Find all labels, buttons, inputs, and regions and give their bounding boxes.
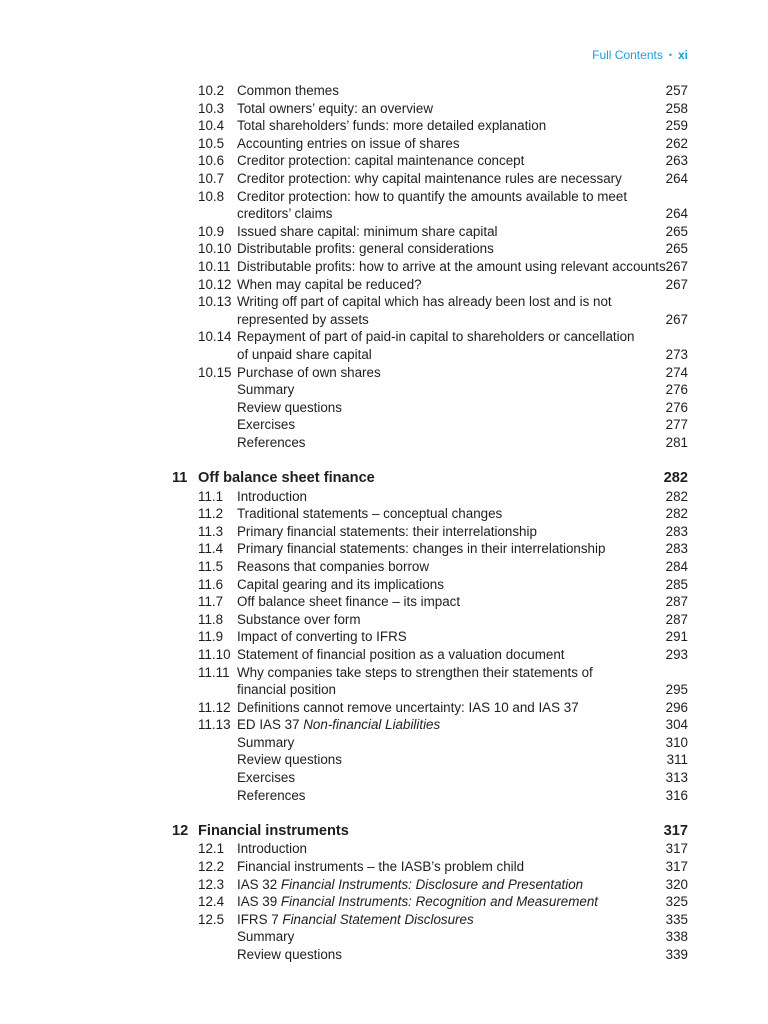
section-title: Exercises bbox=[237, 417, 296, 433]
section-title: Primary financial statements: their interrelationship bbox=[237, 523, 537, 539]
page-number: 283 bbox=[665, 523, 688, 539]
running-header bbox=[592, 48, 688, 62]
section-number: 10.10 bbox=[198, 241, 232, 257]
page-number: 316 bbox=[665, 787, 688, 803]
toc-entry bbox=[0, 928, 768, 946]
section-number: 11.7 bbox=[198, 594, 224, 610]
toc-entry bbox=[0, 399, 768, 417]
page-number: 291 bbox=[665, 629, 688, 645]
section-title-italic: Non-financial Liabilities bbox=[303, 717, 441, 733]
toc-entry bbox=[0, 117, 768, 135]
page-number: 282 bbox=[665, 506, 688, 522]
chapter-title: Financial instruments bbox=[198, 822, 349, 839]
page-number: 267 bbox=[665, 311, 688, 327]
section-title: Issued share capital: minimum share capital bbox=[237, 223, 498, 239]
section-number: 11.4 bbox=[198, 541, 224, 557]
section-number: 10.12 bbox=[198, 276, 232, 292]
page-number: 320 bbox=[665, 876, 688, 892]
page-number: 263 bbox=[665, 153, 688, 169]
chapter-heading bbox=[0, 822, 768, 841]
page-number: 264 bbox=[665, 170, 688, 186]
section-title: IFRS 7 Financial Statement Disclosures bbox=[237, 911, 474, 927]
section-number: 10.11 bbox=[198, 258, 231, 274]
header-page-number: xi bbox=[677, 48, 688, 62]
toc-entry bbox=[0, 646, 768, 664]
section-number: 11.9 bbox=[198, 629, 224, 645]
page-number: 282 bbox=[663, 470, 688, 487]
section-number: 11.6 bbox=[198, 576, 224, 592]
toc-entry bbox=[0, 293, 768, 311]
section-number: 11.11 bbox=[198, 664, 230, 680]
toc-entry bbox=[0, 170, 768, 188]
section-number: 12.2 bbox=[198, 858, 225, 874]
section-title: financial position bbox=[237, 682, 337, 698]
toc-entry bbox=[0, 716, 768, 734]
toc-entry bbox=[0, 523, 768, 541]
toc-entry bbox=[0, 434, 768, 452]
section-title: Substance over form bbox=[237, 611, 361, 627]
toc-entry bbox=[0, 152, 768, 170]
table-of-contents bbox=[0, 82, 768, 964]
page-number: 338 bbox=[665, 929, 688, 945]
page-number: 317 bbox=[663, 822, 688, 839]
chapter-number: 12 bbox=[172, 822, 189, 839]
toc-entry bbox=[0, 540, 768, 558]
page-number: 257 bbox=[665, 83, 688, 98]
toc-entry bbox=[0, 188, 768, 206]
section-title: Introduction bbox=[237, 488, 307, 504]
page-number: 281 bbox=[665, 434, 688, 450]
page-number: 335 bbox=[665, 911, 688, 927]
page-number: 265 bbox=[665, 223, 688, 239]
section-title: IAS 32 Financial Instruments: Disclosure and Presentation bbox=[237, 876, 584, 892]
page-number: 276 bbox=[665, 399, 688, 415]
section-number: 11.10 bbox=[198, 646, 231, 662]
toc-entry bbox=[0, 381, 768, 399]
toc-entry bbox=[0, 558, 768, 576]
page-number: 264 bbox=[665, 206, 688, 222]
section-number: 10.2 bbox=[198, 83, 225, 98]
page-number: 287 bbox=[665, 611, 688, 627]
toc-entry bbox=[0, 628, 768, 646]
section-title: creditors’ claims bbox=[237, 206, 333, 222]
toc-entry bbox=[0, 576, 768, 594]
page-number: 283 bbox=[665, 541, 688, 557]
section-number: 12.1 bbox=[198, 841, 225, 857]
toc-entry bbox=[0, 893, 768, 911]
section-title: References bbox=[237, 787, 306, 803]
chapter-title: Off balance sheet finance bbox=[198, 470, 375, 487]
page-number: 304 bbox=[665, 717, 688, 733]
section-title: Summary bbox=[237, 382, 295, 398]
page-number: 267 bbox=[665, 276, 688, 292]
toc-entry bbox=[0, 258, 768, 276]
section-number: 11.2 bbox=[198, 506, 224, 522]
section-title: Reasons that companies borrow bbox=[237, 558, 430, 574]
page-number: 293 bbox=[665, 646, 688, 662]
section-title-italic: Financial Instruments: Disclosure and Presentation bbox=[280, 876, 584, 892]
chapter-number: 11 bbox=[172, 470, 188, 487]
section-title: Review questions bbox=[237, 946, 342, 962]
toc-entry bbox=[0, 82, 768, 100]
page-number: 296 bbox=[665, 699, 688, 715]
toc-entry bbox=[0, 205, 768, 223]
section-title: Introduction bbox=[237, 841, 307, 857]
section-title: Why companies take steps to strengthen their statements of bbox=[237, 664, 593, 680]
section-number: 11.1 bbox=[198, 488, 224, 504]
section-title: Definitions cannot remove uncertainty: IAS 10 and IAS 37 bbox=[237, 699, 579, 715]
toc-entry bbox=[0, 223, 768, 241]
section-title: Off balance sheet finance – its impact bbox=[237, 594, 461, 610]
page-number: 267 bbox=[665, 258, 688, 274]
chapter-heading bbox=[0, 469, 768, 488]
page-number: 273 bbox=[665, 346, 688, 362]
page-number: 274 bbox=[665, 364, 688, 380]
toc-entry bbox=[0, 488, 768, 506]
page-number: 284 bbox=[665, 558, 688, 574]
section-title: References bbox=[237, 434, 306, 450]
section-number: 11.5 bbox=[198, 558, 224, 574]
section-number: 10.15 bbox=[198, 364, 232, 380]
header-bullet: • bbox=[668, 50, 672, 60]
section-title-italic: Financial Instruments: Recognition and Measurement bbox=[280, 894, 598, 910]
toc-entry bbox=[0, 876, 768, 894]
toc-entry bbox=[0, 593, 768, 611]
section-title: Repayment of part of paid-in capital to shareholders or cancellation bbox=[237, 329, 635, 345]
section-title: Financial instruments – the IASB’s problem child bbox=[237, 858, 525, 874]
toc-entry bbox=[0, 787, 768, 805]
page-number: 325 bbox=[665, 894, 688, 910]
page-number: 259 bbox=[665, 118, 688, 134]
section-number: 12.4 bbox=[198, 894, 225, 910]
page-number: 317 bbox=[665, 858, 688, 874]
toc-entry bbox=[0, 858, 768, 876]
section-number: 11.3 bbox=[198, 523, 224, 539]
page-number: 339 bbox=[665, 946, 688, 962]
page-number: 311 bbox=[666, 752, 688, 768]
section-title: Creditor protection: how to quantify the amounts available to meet bbox=[237, 188, 628, 204]
toc-entry bbox=[0, 364, 768, 382]
section-number: 10.8 bbox=[198, 188, 225, 204]
page-number: 287 bbox=[665, 594, 688, 610]
toc-entry bbox=[0, 346, 768, 364]
toc-entry bbox=[0, 699, 768, 717]
page-number: 313 bbox=[665, 770, 688, 786]
section-title: Statement of financial position as a valuation document bbox=[237, 646, 565, 662]
toc-entry bbox=[0, 505, 768, 523]
section-number: 10.6 bbox=[198, 153, 225, 169]
section-number: 10.3 bbox=[198, 100, 225, 116]
section-title: ED IAS 37 Non-financial Liabilities bbox=[237, 717, 441, 733]
toc-entry bbox=[0, 135, 768, 153]
toc-entry bbox=[0, 100, 768, 118]
section-number: 10.9 bbox=[198, 223, 225, 239]
toc-entry bbox=[0, 734, 768, 752]
page-number: 262 bbox=[665, 135, 688, 151]
page-number: 285 bbox=[665, 576, 688, 592]
toc-entry bbox=[0, 911, 768, 929]
page-number: 277 bbox=[665, 417, 688, 433]
section-title: Common themes bbox=[237, 83, 339, 98]
section-title: Primary financial statements: changes in their interrelationship bbox=[237, 541, 606, 557]
section-number: 10.13 bbox=[198, 294, 232, 310]
toc-entry bbox=[0, 751, 768, 769]
section-number: 12.5 bbox=[198, 911, 225, 927]
toc-entry bbox=[0, 946, 768, 964]
section-title-italic: Financial Statement Disclosures bbox=[282, 911, 474, 927]
section-title: Total owners’ equity: an overview bbox=[237, 100, 433, 116]
page-number: 258 bbox=[665, 100, 688, 116]
section-title: Capital gearing and its implications bbox=[237, 576, 444, 592]
section-title: Accounting entries on issue of shares bbox=[237, 135, 460, 151]
section-number: 11.13 bbox=[198, 717, 231, 733]
section-title: Exercises bbox=[237, 770, 296, 786]
section-number: 10.14 bbox=[198, 329, 232, 345]
toc-entry bbox=[0, 664, 768, 682]
header-title: Full Contents bbox=[592, 48, 663, 62]
toc-entry bbox=[0, 276, 768, 294]
section-title: Summary bbox=[237, 734, 295, 750]
page-number: 310 bbox=[665, 734, 688, 750]
section-title: Writing off part of capital which has already been lost and is not bbox=[237, 294, 612, 310]
section-title: Impact of converting to IFRS bbox=[237, 629, 407, 645]
section-number: 10.5 bbox=[198, 135, 225, 151]
toc-entry bbox=[0, 840, 768, 858]
section-number: 12.3 bbox=[198, 876, 225, 892]
section-title: Distributable profits: how to arrive at the amount using relevant accounts bbox=[237, 258, 666, 274]
section-number: 11.8 bbox=[198, 611, 224, 627]
section-title: Total shareholders’ funds: more detailed explanation bbox=[237, 118, 547, 134]
section-number: 10.4 bbox=[198, 118, 225, 134]
section-title: represented by assets bbox=[237, 311, 369, 327]
section-title: Review questions bbox=[237, 399, 342, 415]
section-title: Traditional statements – conceptual changes bbox=[237, 506, 503, 522]
section-title: Creditor protection: why capital maintenance rules are necessary bbox=[237, 170, 622, 186]
section-title: Creditor protection: capital maintenance concept bbox=[237, 153, 525, 169]
section-number: 10.7 bbox=[198, 170, 225, 186]
section-title: Purchase of own shares bbox=[237, 364, 381, 380]
toc-entry bbox=[0, 311, 768, 329]
section-title: Review questions bbox=[237, 752, 342, 768]
section-title: IAS 39 Financial Instruments: Recognition and Measurement bbox=[237, 894, 598, 910]
section-title: When may capital be reduced? bbox=[237, 276, 422, 292]
toc-entry bbox=[0, 240, 768, 258]
toc-entry bbox=[0, 416, 768, 434]
section-title: of unpaid share capital bbox=[237, 346, 372, 362]
toc-entry bbox=[0, 328, 768, 346]
toc-entry bbox=[0, 681, 768, 699]
section-number: 11.12 bbox=[198, 699, 231, 715]
page-number: 295 bbox=[665, 682, 688, 698]
page-number: 276 bbox=[665, 382, 688, 398]
toc-entry bbox=[0, 611, 768, 629]
page-number: 317 bbox=[665, 841, 688, 857]
section-title: Summary bbox=[237, 929, 295, 945]
page-number: 265 bbox=[665, 241, 688, 257]
toc-entry bbox=[0, 769, 768, 787]
page-number: 282 bbox=[665, 488, 688, 504]
section-title: Distributable profits: general considerations bbox=[237, 241, 494, 257]
